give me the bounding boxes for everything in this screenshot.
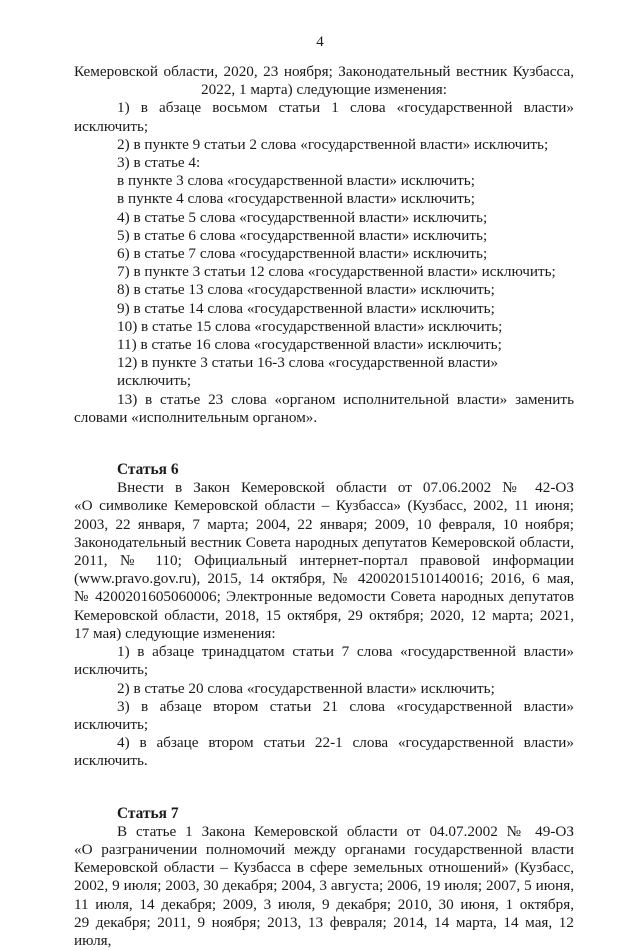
text-line: в пункте 4 слова «государственной власти» исключить; [117, 190, 475, 208]
section-heading-article-7: Статья 7 [117, 804, 179, 822]
text-line: исключить. [74, 752, 148, 770]
text-line: 13) в статье 23 слова «органом исполнительной власти» заменить [117, 390, 574, 408]
text-line: Внести в Закон Кемеровской области от 07.06.2002 № 42-ОЗ [117, 479, 574, 497]
text-line: исключить; [74, 715, 149, 733]
text-line: исключить; [74, 661, 149, 679]
text-line: В статье 1 Закона Кемеровской области от 04.07.2002 № 49-ОЗ [117, 822, 574, 840]
text-line: исключить; [74, 117, 149, 135]
text-line: 5) в статье 6 слова «государственной власти» исключить; [117, 226, 488, 244]
text-line: (www.pravo.gov.ru), 2015, 14 октября, № 4200201510140016; 2016, 6 мая, [74, 570, 574, 588]
text-line: Законодательный вестник Совета народных депутатов Кемеровской области, [74, 533, 574, 551]
text-line: 2) в статье 20 слова «государственной власти» исключить; [117, 679, 495, 697]
text-line: словами «исполнительным органом». [74, 408, 318, 426]
text-line: 2003, 22 января, 7 марта; 2004, 22 января; 2009, 10 февраля, 10 ноября; [74, 515, 574, 533]
text-line: 10) в статье 15 слова «государственной власти» исключить; [117, 317, 503, 335]
text-line: 4) в абзаце втором статьи 22-1 слова «государственной власти» [117, 734, 574, 752]
text-line: № 4200201605060006; Электронные ведомости Совета народных депутатов [74, 588, 574, 606]
text-line: 17 мая) следующие изменения: [74, 624, 276, 642]
text-line: 9) в статье 14 слова «государственной власти» исключить; [117, 299, 495, 317]
section-gap [74, 427, 574, 461]
page-number: 4 [316, 34, 324, 50]
section-gap [74, 771, 574, 805]
text-line: 1) в абзаце тринадцатом статьи 7 слова «государственной власти» [117, 643, 574, 661]
text-line: «О разграничении полномочий между органами государственной власти [74, 840, 574, 858]
document-body [74, 63, 574, 950]
text-line: 3) в статье 4: [117, 154, 201, 172]
text-line: 8) в статье 13 слова «государственной власти» исключить; [117, 281, 495, 299]
text-line: «О символике Кемеровской области – Кузбасса» (Кузбасс, 2002, 11 июня; [74, 497, 574, 515]
text-line: 2022, 1 марта) следующие изменения: [201, 81, 447, 99]
text-line: 2) в пункте 9 статьи 2 слова «государственной власти» исключить; [117, 135, 549, 153]
text-line: Кемеровской области, 2018, 15 октября, 29 октября; 2020, 12 марта; 2021, [74, 606, 574, 624]
text-line: в пункте 3 слова «государственной власти» исключить; [117, 172, 475, 190]
text-line: 2011, № 110; Официальный интернет-портал правовой информации [74, 552, 574, 570]
text-line: 1) в абзаце восьмом статьи 1 слова «государственной власти» [117, 99, 574, 117]
text-line: 6) в статье 7 слова «государственной власти» исключить; [117, 245, 488, 263]
text-line: 12) в пункте 3 статьи 16-3 слова «государственной власти» исключить; [117, 354, 499, 390]
text-line: 11 июля, 14 декабря; 2009, 3 июля, 9 декабря; 2010, 30 июня, 1 октября, [74, 895, 574, 913]
text-line: 7) в пункте 3 статьи 12 слова «государственной власти» исключить; [117, 263, 556, 281]
text-line: Кемеровской области, 2020, 23 ноября; Законодательный вестник Кузбасса, [74, 63, 574, 80]
text-line: 29 декабря; 2011, 9 ноября; 2013, 13 февраля; 2014, 14 марта, 14 мая, 12 июля, [74, 913, 574, 949]
text-line: 11) в статье 16 слова «государственной власти» исключить; [117, 336, 502, 354]
text-line: 3) в абзаце втором статьи 21 слова «государственной власти» [117, 697, 574, 715]
section-heading-article-6: Статья 6 [117, 461, 179, 479]
text-line: 4) в статье 5 слова «государственной власти» исключить; [117, 208, 488, 226]
text-line: 2002, 9 июля; 2003, 30 декабря; 2004, 3 августа; 2006, 19 июля; 2007, 5 июня, [74, 877, 574, 895]
text-line: Кемеровской области – Кузбасса в сфере земельных отношений» (Кузбасс, [74, 859, 574, 877]
